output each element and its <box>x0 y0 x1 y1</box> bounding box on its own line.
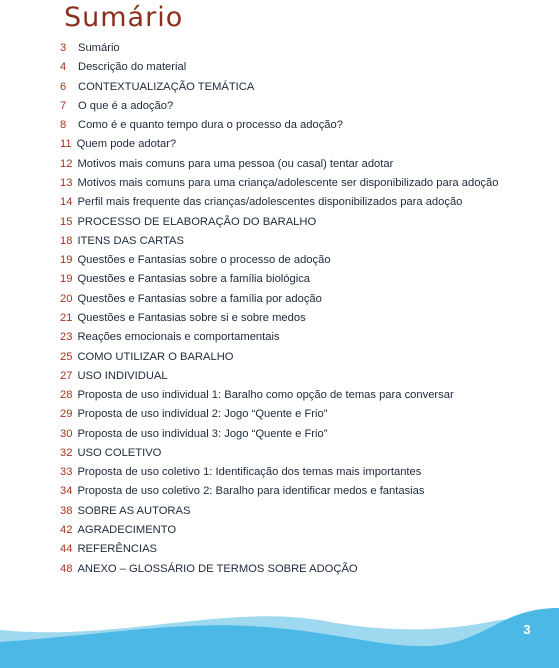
toc-page-number: 42 <box>60 524 73 537</box>
toc-entry-title: USO INDIVIDUAL <box>77 369 168 382</box>
toc-entry-title: REFERÊNCIAS <box>77 543 158 556</box>
toc-page-number: 27 <box>60 369 73 382</box>
toc-page-number: 19 <box>60 273 73 286</box>
toc-entry-title: PROCESSO DE ELABORAÇÃO DO BARALHO <box>77 215 317 228</box>
toc-page-number: 29 <box>60 408 73 421</box>
toc-entry[interactable] <box>60 348 530 367</box>
toc-entry[interactable] <box>60 560 530 579</box>
toc-page-number: 18 <box>60 234 73 247</box>
toc-entry-title: AGRADECIMENTO <box>77 524 177 537</box>
toc-entry[interactable] <box>60 521 530 540</box>
toc-entry-title: Questões e Fantasias sobre si e sobre medos <box>77 311 306 324</box>
toc-entry-title: USO COLETIVO <box>77 446 162 459</box>
toc-entry-title: Reações emocionais e comportamentais <box>77 331 280 344</box>
toc-page-number: 14 <box>60 196 73 209</box>
toc-entry-title: ITENS DAS CARTAS <box>77 234 184 247</box>
toc-page-number: 33 <box>60 466 73 479</box>
toc-entry[interactable] <box>60 444 530 463</box>
toc-entry[interactable] <box>60 270 530 289</box>
toc-entry[interactable] <box>60 367 530 386</box>
page-number: 3 <box>523 622 531 637</box>
toc-entry-title: COMO UTILIZAR O BARALHO <box>77 350 234 363</box>
toc-page-number: 25 <box>60 350 73 363</box>
toc-entry-title: Descrição do material <box>78 61 187 74</box>
toc-page-number: 28 <box>60 389 73 402</box>
toc-entry[interactable] <box>60 463 530 482</box>
toc-entry[interactable] <box>60 482 530 501</box>
toc-entry[interactable] <box>60 193 530 212</box>
toc-page-number: 21 <box>60 311 73 324</box>
toc-page-number: 6 <box>60 80 67 93</box>
toc-page-number: 48 <box>60 562 73 575</box>
toc-entry-title: Proposta de uso individual 3: Jogo “Quente e Frio” <box>77 427 328 440</box>
toc-page-number: 7 <box>60 99 67 112</box>
table-of-contents <box>60 39 530 579</box>
toc-page-number: 8 <box>60 119 67 132</box>
toc-entry[interactable] <box>60 425 530 444</box>
toc-entry[interactable] <box>60 309 530 328</box>
toc-entry[interactable] <box>60 328 530 347</box>
toc-entry[interactable] <box>60 502 530 521</box>
toc-entry[interactable] <box>60 116 530 135</box>
toc-entry-title: Sumário <box>78 42 120 54</box>
toc-page-number: 23 <box>60 331 73 344</box>
toc-page-number: 4 <box>60 61 67 74</box>
toc-page-number: 38 <box>60 504 73 517</box>
toc-entry[interactable] <box>60 405 530 424</box>
toc-entry-title: Quem pode adotar? <box>76 138 177 151</box>
toc-entry[interactable] <box>60 251 530 270</box>
bottom-wave-decoration <box>0 600 559 668</box>
toc-entry[interactable] <box>60 97 530 116</box>
toc-entry-title: Proposta de uso individual 2: Jogo “Quente e Frio” <box>77 408 328 421</box>
toc-entry[interactable] <box>60 78 530 97</box>
toc-entry[interactable] <box>60 58 530 77</box>
toc-entry-title: Proposta de uso coletivo 1: Identificação dos temas mais importantes <box>77 466 422 479</box>
page-title: Sumário <box>64 2 184 33</box>
toc-page-number: 11 <box>60 138 72 151</box>
toc-entry[interactable] <box>60 155 530 174</box>
toc-page-number: 30 <box>60 427 73 440</box>
toc-entry-title: Questões e Fantasias sobre a família biológica <box>77 273 311 286</box>
toc-entry[interactable] <box>60 540 530 559</box>
toc-entry-title: CONTEXTUALIZAÇÃO TEMÁTICA <box>78 80 255 93</box>
toc-entry[interactable] <box>60 39 530 58</box>
toc-entry-title: Como é e quanto tempo dura o processo da adoção? <box>78 119 343 132</box>
toc-entry[interactable] <box>60 213 530 232</box>
toc-entry-title: Perfil mais frequente das crianças/adolescentes disponibilizados para adoção <box>77 196 463 209</box>
toc-entry-title: Proposta de uso coletivo 2: Baralho para identificar medos e fantasias <box>77 485 425 498</box>
toc-entry-title: Questões e Fantasias sobre a família por adoção <box>77 292 322 305</box>
toc-entry-title: O que é a adoção? <box>78 99 174 112</box>
toc-entry-title: Proposta de uso individual 1: Baralho como opção de temas para conversar <box>77 389 454 402</box>
toc-entry[interactable] <box>60 290 530 309</box>
toc-entry-title: ANEXO – GLOSSÁRIO DE TERMOS SOBRE ADOÇÃO <box>77 562 358 575</box>
toc-page-number: 34 <box>60 485 73 498</box>
toc-page-number: 12 <box>60 157 73 170</box>
toc-page-number: 32 <box>60 446 73 459</box>
toc-entry-title: Motivos mais comuns para uma pessoa (ou casal) tentar adotar <box>77 157 394 170</box>
toc-entry[interactable] <box>60 232 530 251</box>
toc-page-number: 13 <box>60 176 73 189</box>
toc-entry[interactable] <box>60 386 530 405</box>
toc-entry[interactable] <box>60 174 530 193</box>
toc-entry-title: Motivos mais comuns para uma criança/adolescente ser disponibilizado para adoção <box>77 176 499 189</box>
toc-page-number: 3 <box>60 42 67 54</box>
toc-entry[interactable] <box>60 135 530 154</box>
toc-entry-title: SOBRE AS AUTORAS <box>77 504 191 517</box>
toc-page-number: 20 <box>60 292 73 305</box>
toc-page-number: 15 <box>60 215 73 228</box>
toc-entry-title: Questões e Fantasias sobre o processo de adoção <box>77 254 331 267</box>
toc-page-number: 19 <box>60 254 73 267</box>
toc-page-number: 44 <box>60 543 73 556</box>
